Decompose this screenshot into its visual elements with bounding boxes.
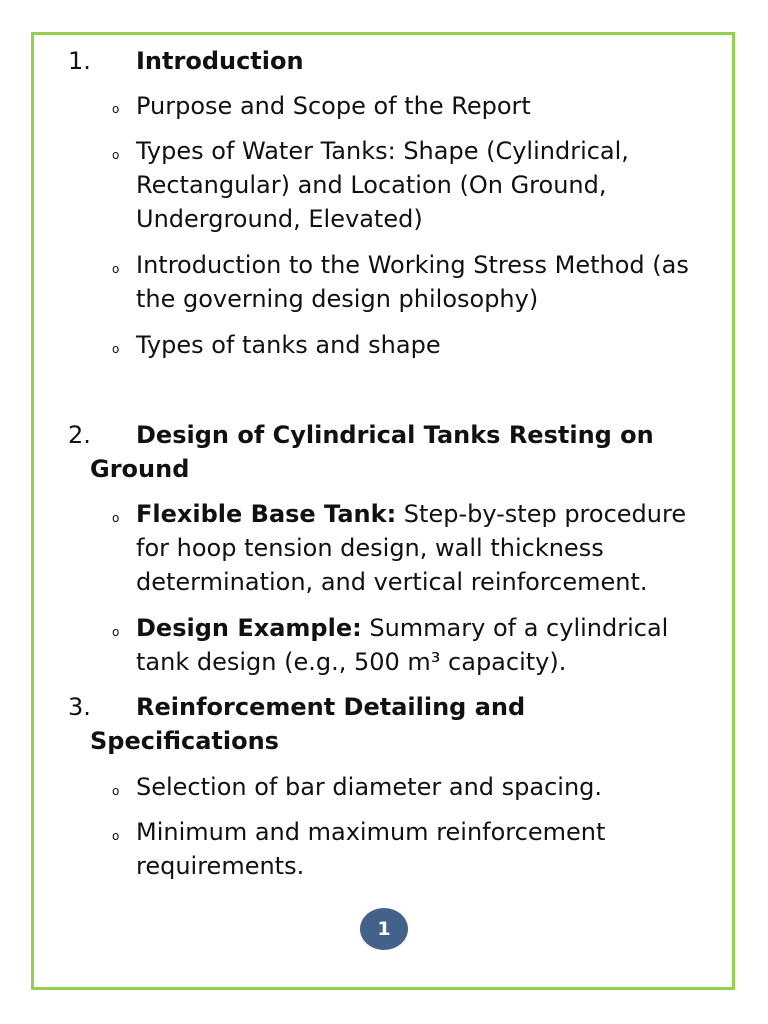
section-3-title-line-2: Specifications bbox=[90, 727, 279, 755]
section-1-title: Introduction bbox=[136, 47, 304, 75]
page-number-badge: 1 bbox=[360, 908, 408, 950]
section-2-item-2-text: Summary of a cylindrical bbox=[361, 614, 669, 642]
section-2-title-line-1: Design of Cylindrical Tanks Resting on bbox=[136, 421, 654, 449]
bullet-icon: o bbox=[112, 511, 120, 525]
section-1-number: 1. bbox=[68, 47, 91, 75]
bullet-icon: o bbox=[112, 262, 120, 276]
section-1-item-2-line-1: Types of Water Tanks: Shape (Cylindrical, bbox=[136, 137, 629, 165]
section-1-item-3-line-2: the governing design philosophy) bbox=[136, 285, 539, 313]
section-2-title-line-2: Ground bbox=[90, 455, 190, 483]
section-3-item-1: Selection of bar diameter and spacing. bbox=[136, 773, 603, 801]
bullet-icon: o bbox=[112, 625, 120, 639]
section-2-item-1-line-3: determination, and vertical reinforcement. bbox=[136, 568, 648, 596]
section-3-title-line-1: Reinforcement Detailing and bbox=[136, 693, 526, 721]
bullet-icon: o bbox=[112, 148, 120, 162]
section-2-item-1-text: Step-by-step procedure bbox=[396, 500, 687, 528]
bullet-icon: o bbox=[112, 342, 120, 356]
section-3-item-2-line-2: requirements. bbox=[136, 852, 305, 880]
bullet-icon: o bbox=[112, 829, 120, 843]
section-1-item-3-line-1: Introduction to the Working Stress Method (as bbox=[136, 251, 689, 279]
section-2-item-1-line-1 bbox=[136, 497, 686, 531]
section-2-item-2-line-2: tank design (e.g., 500 m³ capacity). bbox=[136, 648, 567, 676]
section-3-number: 3. bbox=[68, 693, 91, 721]
section-2-item-2-line-1 bbox=[136, 611, 668, 645]
bullet-icon: o bbox=[112, 102, 120, 116]
section-1-item-2-line-2: Rectangular) and Location (On Ground, bbox=[136, 171, 607, 199]
section-2-item-2-bold: Design Example: bbox=[136, 614, 362, 642]
bullet-icon: o bbox=[112, 784, 120, 798]
section-2-item-1-line-2: for hoop tension design, wall thickness bbox=[136, 534, 604, 562]
section-2-number: 2. bbox=[68, 421, 91, 449]
section-2-item-1-bold: Flexible Base Tank: bbox=[136, 500, 397, 528]
section-1-item-2-line-3: Underground, Elevated) bbox=[136, 205, 423, 233]
section-1-item-1: Purpose and Scope of the Report bbox=[136, 92, 531, 120]
section-1-item-4: Types of tanks and shape bbox=[136, 331, 441, 359]
section-3-item-2-line-1: Minimum and maximum reinforcement bbox=[136, 818, 606, 846]
